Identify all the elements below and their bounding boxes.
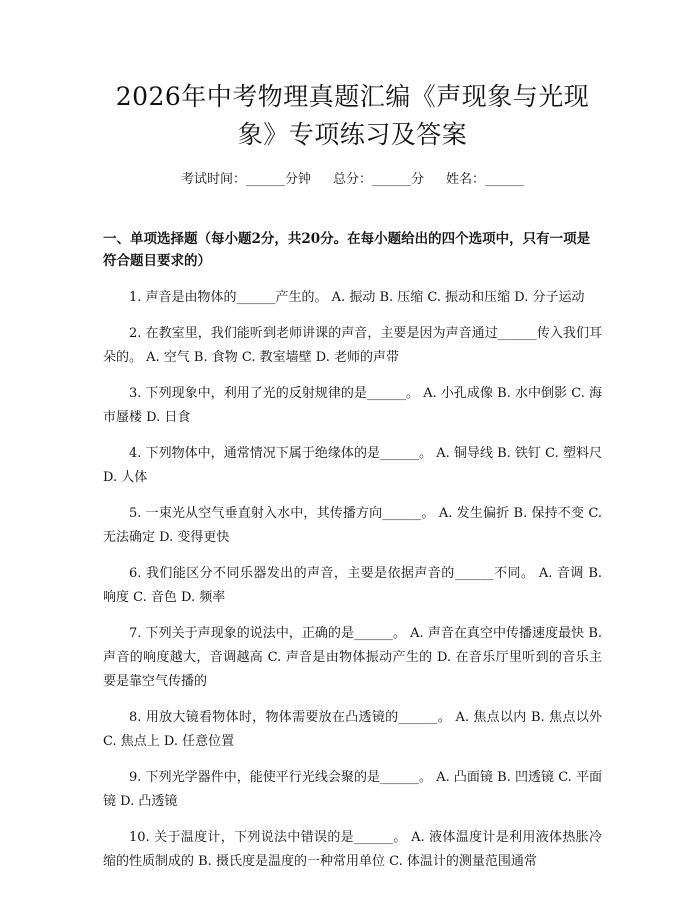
question-item: 2. 在教室里，我们能听到老师讲课的声音，主要是因为声音通过______传入我们耳朵的。 A. 空气 B. 食物 C. 教室墙壁 D. 老师的声带 xyxy=(103,326,602,365)
question-item: 8. 用放大镜看物体时，物体需要放在凸透镜的______。 A. 焦点以内 B. 焦点以外 C. 焦点上 D. 任意位置 xyxy=(103,710,602,749)
document-title: 2026年中考物理真题汇编《声现象与光现象》专项练习及答案 xyxy=(115,82,590,149)
exam-info xyxy=(103,170,602,190)
question-item: 6. 我们能区分不同乐器发出的声音，主要是依据声音的______不同。 A. 音调 B. 响度 C. 音色 D. 频率 xyxy=(103,566,602,605)
exam-time: 考试时间：______分钟 xyxy=(180,172,311,187)
question-item: 1. 声音是由物体的______产生的。 A. 振动 B. 压缩 C. 振动和压缩 D. 分子运动 xyxy=(129,290,585,305)
section-heading: 一、单项选择题（每小题2分，共20分。在每小题给出的四个选项中，只有一项是符合题目要求的） xyxy=(103,231,591,269)
question-item: 3. 下列现象中，利用了光的反射规律的是______。 A. 小孔成像 B. 水中倒影 C. 海市蜃楼 D. 日食 xyxy=(103,386,602,425)
question-item: 5. 一束光从空气垂直射入水中，其传播方向______。 A. 发生偏折 B. 保持不变 C. 无法确定 D. 变得更快 xyxy=(103,506,602,545)
exam-name: 姓名：______ xyxy=(446,172,525,187)
question-list xyxy=(103,286,602,874)
exam-score: 总分：______分 xyxy=(332,172,424,187)
question-item: 4. 下列物体中，通常情况下属于绝缘体的是______。 A. 铜导线 B. 铁钉 C. 塑料尺 D. 人体 xyxy=(103,446,602,485)
question-item: 9. 下列光学器件中，能使平行光线会聚的是______。 A. 凸面镜 B. 凹透镜 C. 平面镜 D. 凸透镜 xyxy=(103,770,602,809)
question-item: 10. 关于温度计，下列说法中错误的是______。 A. 液体温度计是利用液体热胀冷缩的性质制成的 B. 摄氏度是温度的一种常用单位 C. 体温计的测量范围通常 xyxy=(103,830,602,869)
question-item: 7. 下列关于声现象的说法中，正确的是______。 A. 声音在真空中传播速度最快 B. 声音的响度越大，音调越高 C. 声音是由物体振动产生的 D. 在音乐厅里听到的音乐主要是靠空气传播的 xyxy=(103,626,602,689)
